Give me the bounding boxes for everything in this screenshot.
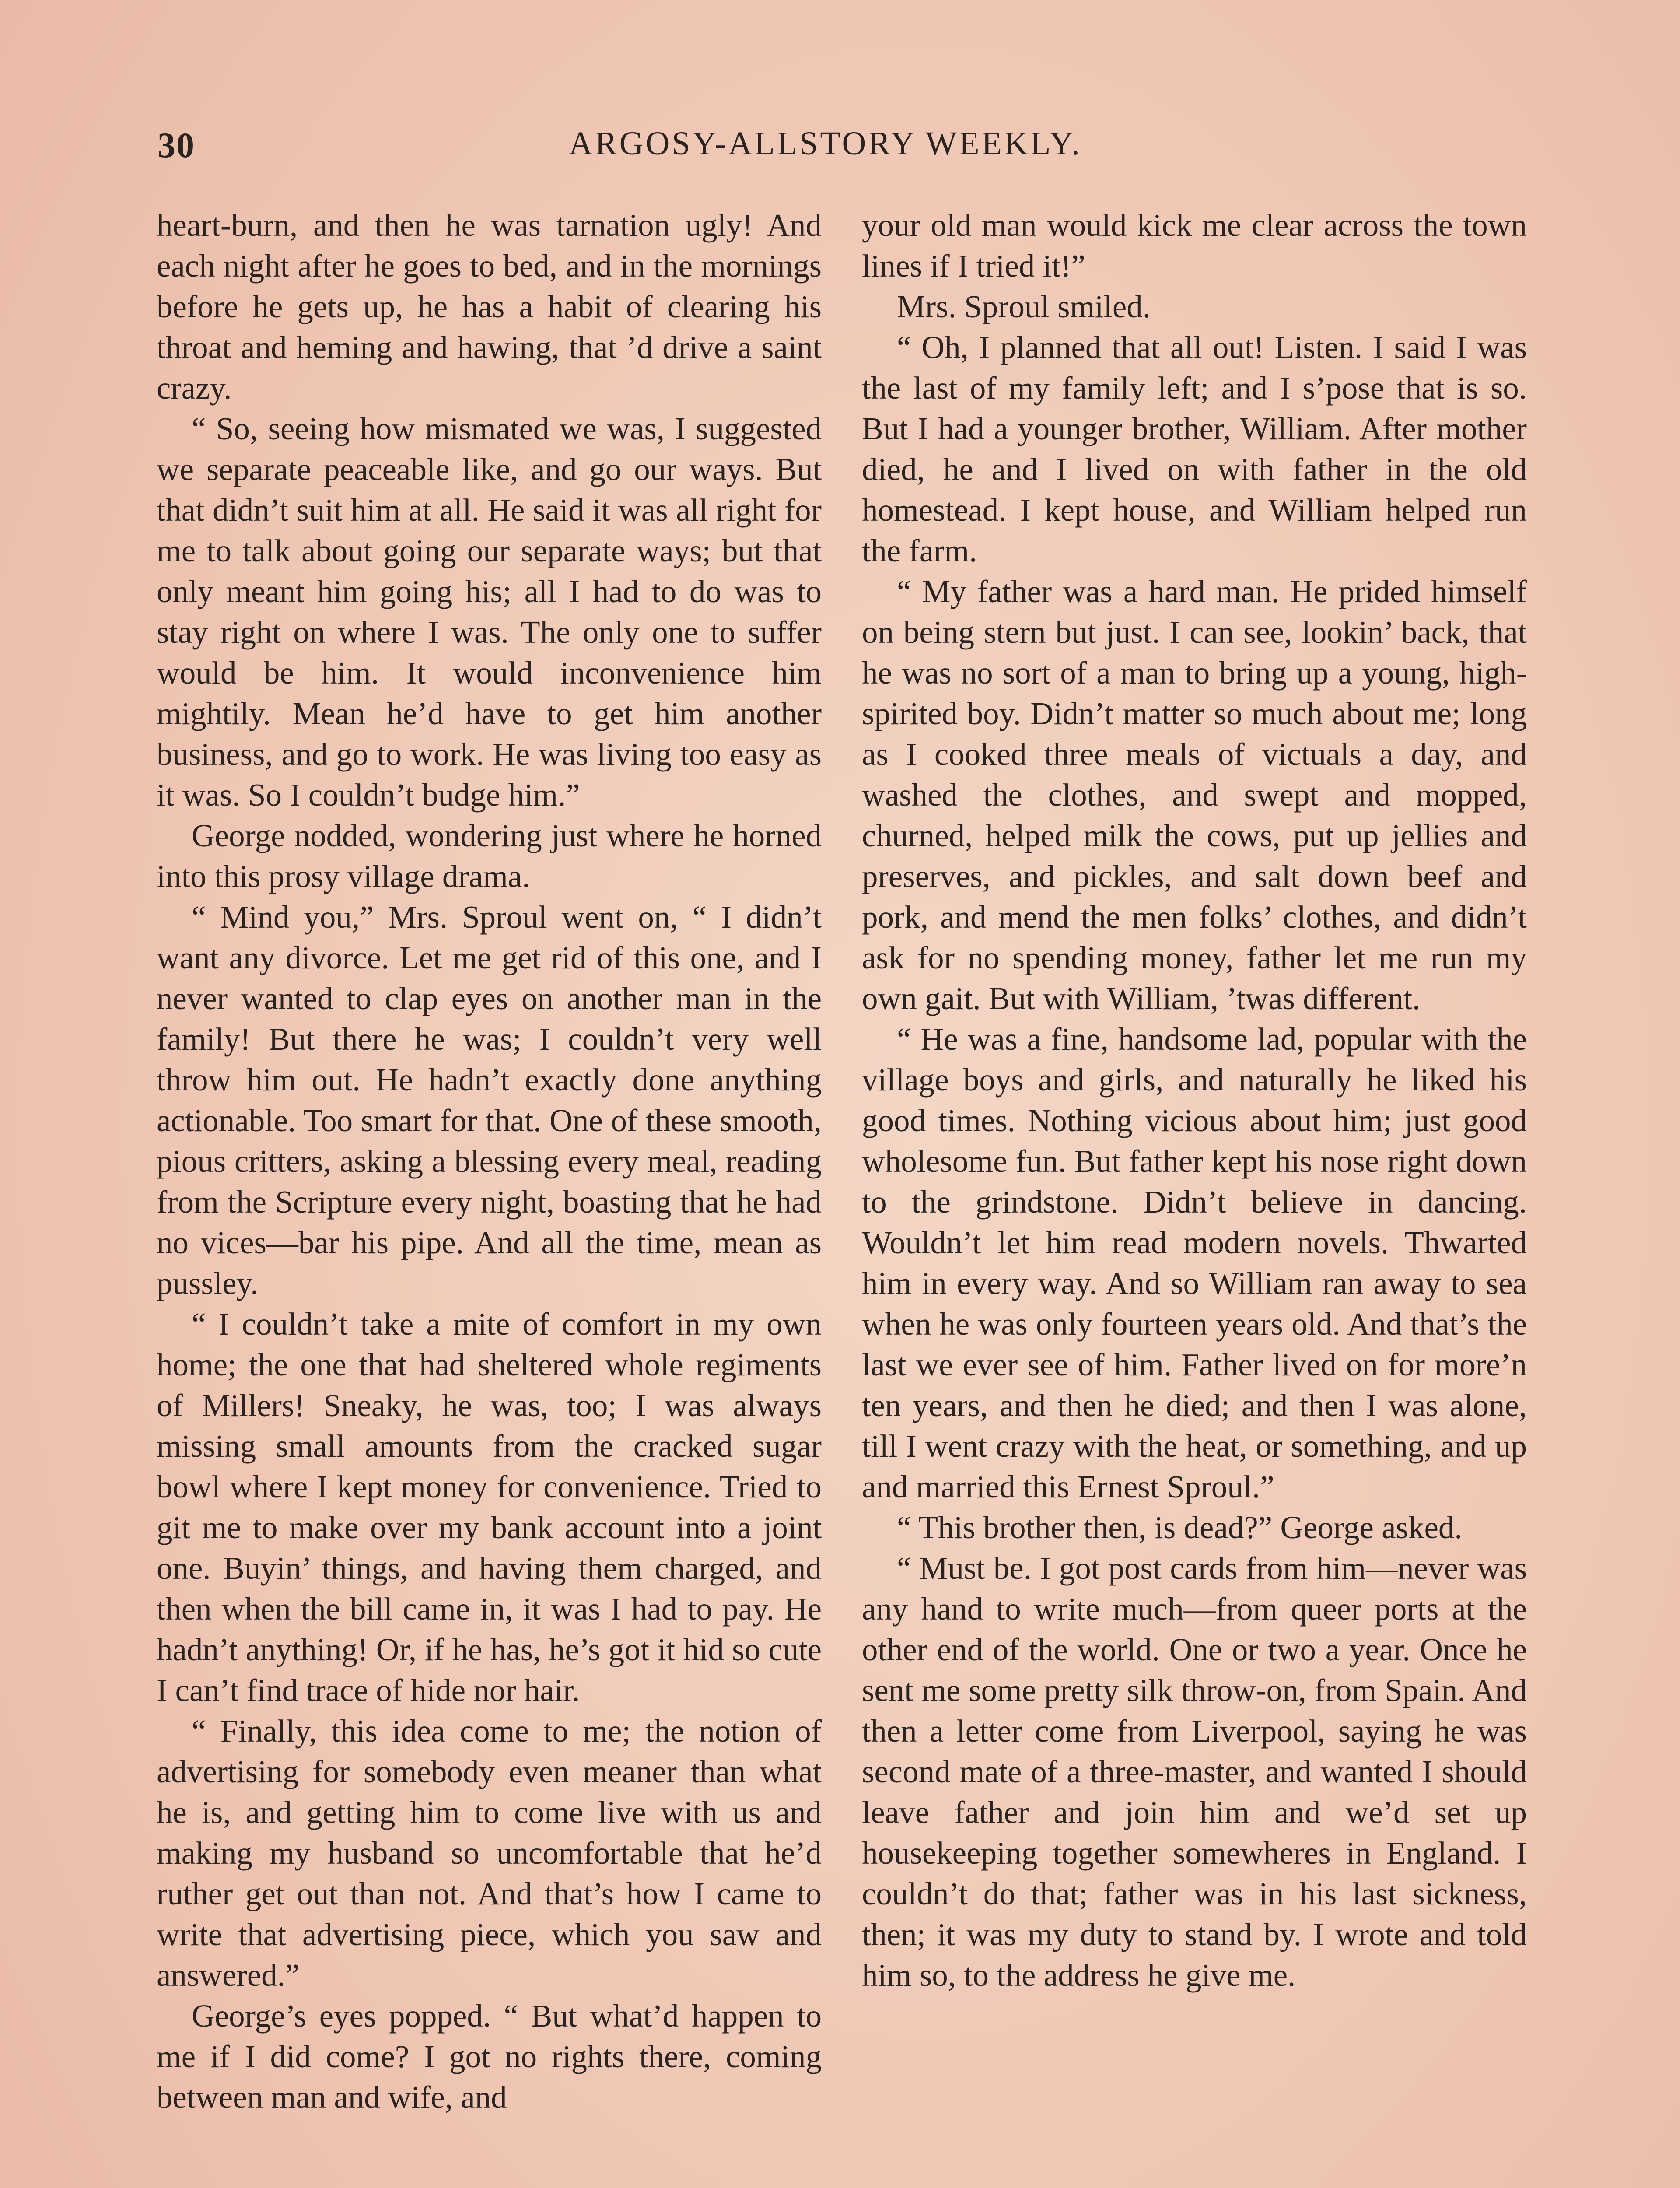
running-title: ARGOSY-ALLSTORY WEEKLY.: [569, 125, 1082, 162]
paragraph: Mrs. Sproul smiled.: [897, 289, 1151, 324]
paragraph: your old man would kick me clear across the town lines if I tried it!”: [862, 207, 1527, 284]
paragraph: “ I couldn’t take a mite of comfort in my own home; the one that had sheltered whole regiments of Millers! Sneaky, he was, too; I was always missing small amounts from the cracked sugar bowl where I kept money for convenience. Tried to git me to make over my bank account into a joint one. Buyin’ things, and having them charged, and then when the bill came in, it was I had to pay. He hadn’t anything! Or, if he has, he’s got it hid so cute I can’t find trace of hide nor hair.: [157, 1306, 822, 1708]
paragraph: heart-burn, and then he was tarnation ugly! And each night after he goes to bed, and in the mornings before he gets up, he has a habit of clearing his throat and heming and hawing, that ’d drive a saint crazy.: [157, 207, 822, 406]
paragraph: George nodded, wondering just where he horned into this prosy village drama.: [157, 818, 822, 894]
page-number: 30: [158, 125, 195, 165]
paragraph: “ My father was a hard man. He prided himself on being stern but just. I can see, lookin’ back, that he was no sort of a man to bring up a young, high-spirited boy. Didn’t matter so much about me; long as I cooked three meals of victuals a day, and washed the clothes, and swept and mopped, churned, helped milk the cows, put up jellies and preserves, and pickles, and salt down beef and pork, and mend the men folks’ clothes, and didn’t ask for no spending money, father let me run my own gait. But with William, ’twas different.: [862, 574, 1527, 1016]
right-column: [862, 205, 1527, 2188]
paragraph: “ Mind you,” Mrs. Sproul went on, “ I didn’t want any divorce. Let me get rid of this one, and I never wanted to clap eyes on another man in the family! But there he was; I couldn’t very well throw him out. He hadn’t exactly done anything actionable. Too smart for that. One of these smooth, pious critters, asking a blessing every meal, reading from the Scripture every night, boasting that he had no vices—bar his pipe. And all the time, mean as pussley.: [157, 899, 822, 1301]
paragraph: “ He was a fine, handsome lad, popular with the village boys and girls, and naturally he liked his good times. Nothing vicious about him; just good wholesome fun. But father kept his nose right down to the grindstone. Didn’t believe in dancing. Wouldn’t let him read modern novels. Thwarted him in every way. And so William ran away to sea when he was only fourteen years old. And that’s the last we ever see of him. Father lived on for more’n ten years, and then he died; and then I was alone, till I went crazy with the heat, or something, and up and married this Ernest Sproul.”: [862, 1021, 1527, 1504]
left-column: [157, 205, 822, 2188]
paragraph: “ Finally, this idea come to me; the notion of advertising for somebody even meaner than what he is, and getting him to come live with us and making my husband so uncomfortable that he’d ruther get out than not. And that’s how I came to write that advertising piece, which you saw and answered.”: [157, 1713, 822, 1993]
paragraph: “ So, seeing how mismated we was, I suggested we separate peaceable like, and go our ways. But that didn’t suit him at all. He said it was all right for me to talk about going our separate ways; but that only meant him going his; all I had to do was to stay right on where I was. The only one to suffer would be him. It would inconvenience him mightily. Mean he’d have to get him another business, and go to work. He was living too easy as it was. So I couldn’t budge him.”: [157, 411, 822, 813]
page-header: [158, 125, 1124, 182]
paragraph: “ Must be. I got post cards from him—never was any hand to write much—from queer ports at the other end of the world. One or two a year. Once he sent me some pretty silk throw-on, from Spain. And then a letter come from Liverpool, saying he was second mate of a three-master, and wanted I should leave father and join him and we’d set up housekeeping together somewheres in England. I couldn’t do that; father was in his last sickness, then; it was my duty to stand by. I wrote and told him so, to the address he give me.: [862, 1550, 1527, 1993]
paragraph: “ This brother then, is dead?” George asked.: [897, 1510, 1463, 1545]
paragraph: George’s eyes popped. “ But what’d happen to me if I did come? I got no rights there, coming between man and wife, and: [157, 1998, 822, 2115]
paragraph: “ Oh, I planned that all out! Listen. I said I was the last of my family left; and I s’pose that is so. But I had a younger brother, William. After mother died, he and I lived on with father in the old homestead. I kept house, and William helped run the farm.: [862, 330, 1527, 568]
